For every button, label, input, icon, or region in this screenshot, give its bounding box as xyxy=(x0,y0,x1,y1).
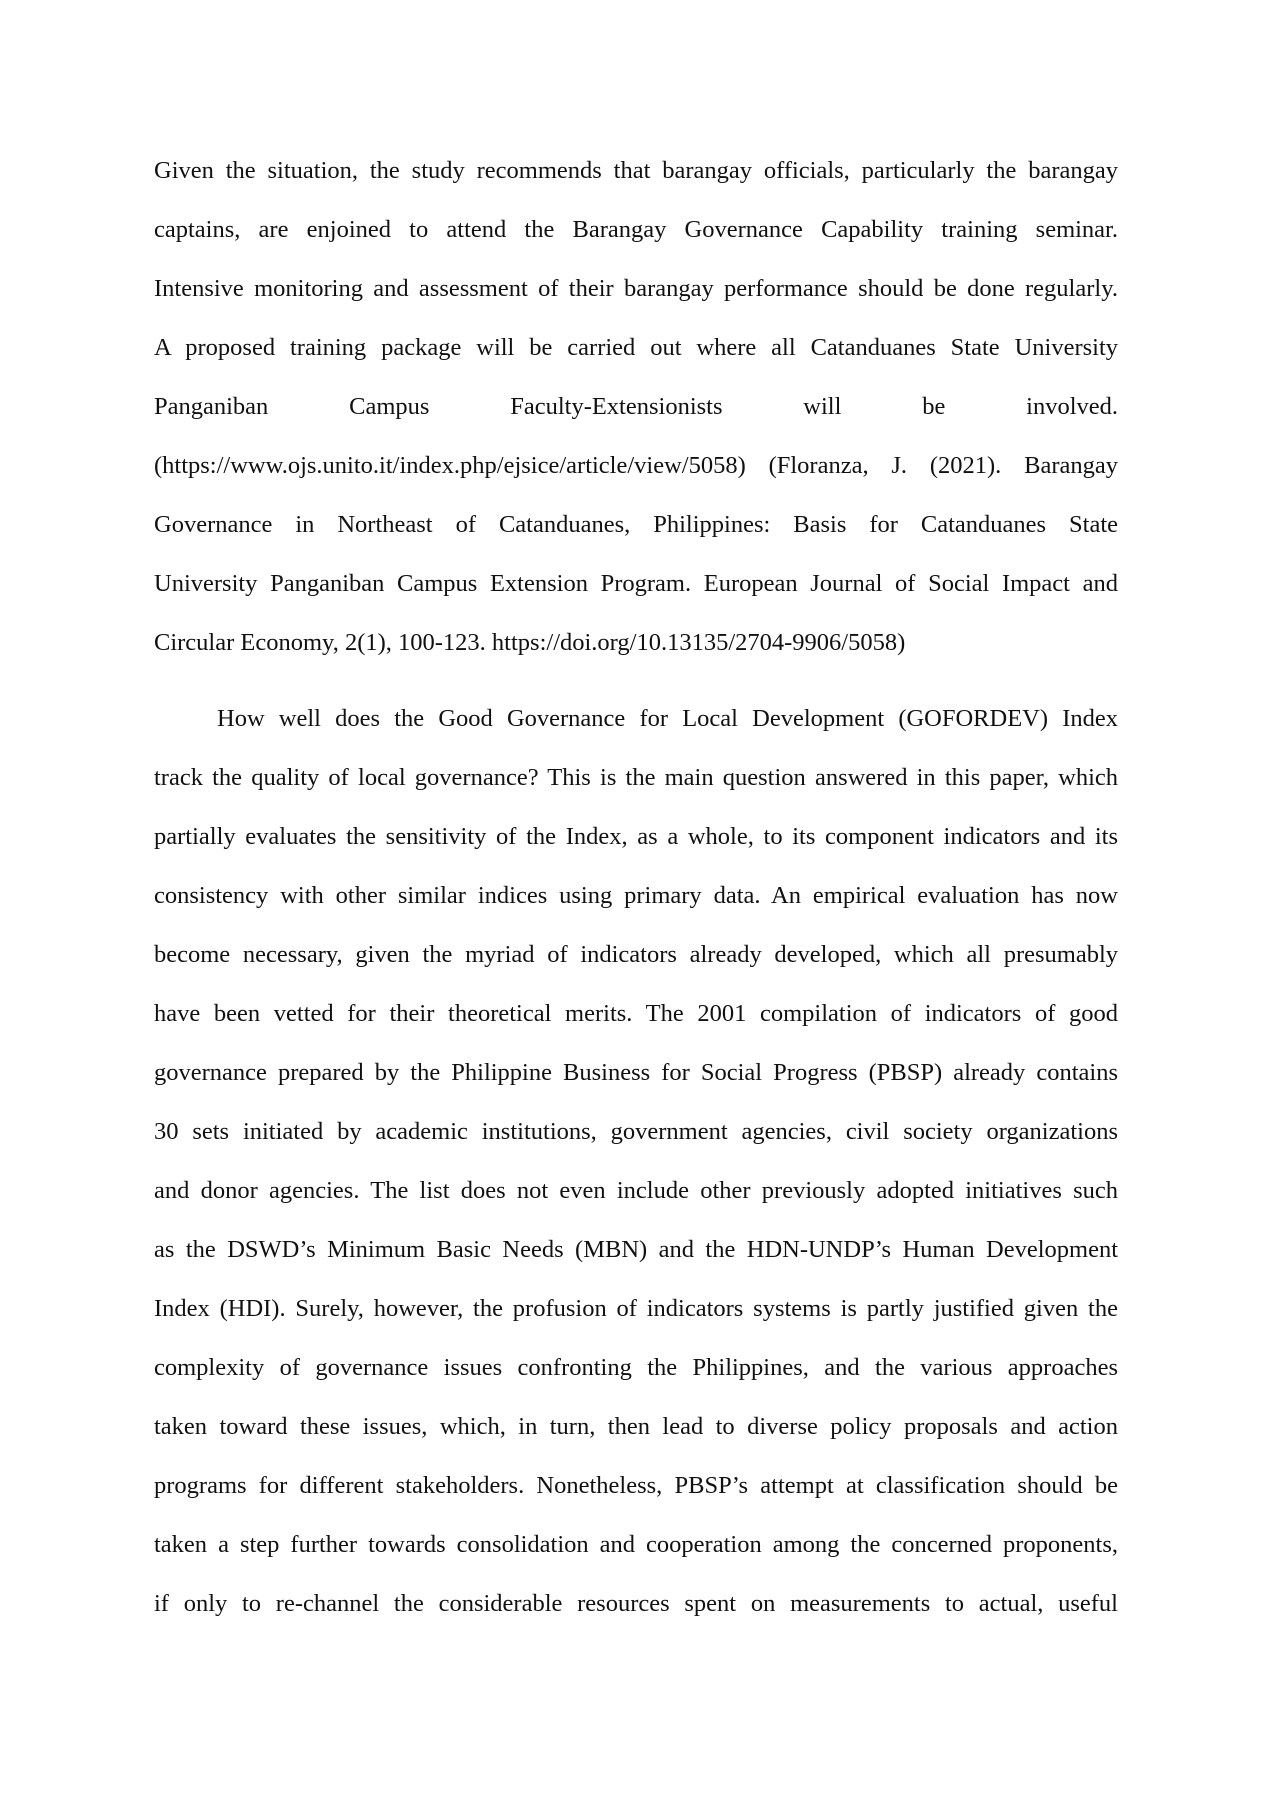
paragraph-line: Index (HDI). Surely, however, the profusion of indicators systems is partly justified given the xyxy=(154,1295,1118,1322)
paragraph-recommendation xyxy=(154,141,1118,672)
paragraph-line: Given the situation, the study recommends that barangay officials, particularly the barangay xyxy=(154,157,1118,184)
paragraph-line: as the DSWD’s Minimum Basic Needs (MBN) and the HDN-UNDP’s Human Development xyxy=(154,1236,1118,1263)
paragraph-line: University Panganiban Campus Extension Program. European Journal of Social Impact and xyxy=(154,570,1118,597)
paragraph-line: become necessary, given the myriad of indicators already developed, which all presumably xyxy=(154,941,1118,968)
paragraph-line: have been vetted for their theoretical merits. The 2001 compilation of indicators of good xyxy=(154,1000,1118,1027)
paragraph-gofordev xyxy=(154,689,1118,1633)
paragraph-line: taken a step further towards consolidation and cooperation among the concerned proponents, xyxy=(154,1531,1118,1558)
paragraph-line: track the quality of local governance? This is the main question answered in this paper, which xyxy=(154,764,1118,791)
paragraph-line: taken toward these issues, which, in turn, then lead to diverse policy proposals and action xyxy=(154,1413,1118,1440)
paragraph-line: captains, are enjoined to attend the Barangay Governance Capability training seminar. xyxy=(154,216,1118,243)
paragraph-line: if only to re-channel the considerable resources spent on measurements to actual, useful xyxy=(154,1590,1118,1617)
paragraph-line: Panganiban Campus Faculty-Extensionists will be involved. xyxy=(154,393,1118,420)
paragraph-line: A proposed training package will be carried out where all Catanduanes State University xyxy=(154,334,1118,361)
paragraph-line: complexity of governance issues confronting the Philippines, and the various approaches xyxy=(154,1354,1118,1381)
paragraph-line: governance prepared by the Philippine Business for Social Progress (PBSP) already contains xyxy=(154,1059,1118,1086)
paragraph-line: programs for different stakeholders. Nonetheless, PBSP’s attempt at classification should be xyxy=(154,1472,1118,1499)
paragraph-line: consistency with other similar indices using primary data. An empirical evaluation has now xyxy=(154,882,1118,909)
paragraph-line: How well does the Good Governance for Local Development (GOFORDEV) Index xyxy=(217,705,1118,732)
paragraph-line: 30 sets initiated by academic institutions, government agencies, civil society organizations xyxy=(154,1118,1118,1145)
paragraph-line: Intensive monitoring and assessment of their barangay performance should be done regularly. xyxy=(154,275,1118,302)
paragraph-line: Circular Economy, 2(1), 100-123. https://doi.org/10.13135/2704-9906/5058) xyxy=(154,629,906,656)
paragraph-line: and donor agencies. The list does not even include other previously adopted initiatives such xyxy=(154,1177,1118,1204)
paragraph-line: Governance in Northeast of Catanduanes, Philippines: Basis for Catanduanes State xyxy=(154,511,1118,538)
paragraph-line: (https://www.ojs.unito.it/index.php/ejsice/article/view/5058) (Floranza, J. (2021). Barangay xyxy=(154,452,1118,479)
paragraph-line: partially evaluates the sensitivity of the Index, as a whole, to its component indicators and its xyxy=(154,823,1118,850)
